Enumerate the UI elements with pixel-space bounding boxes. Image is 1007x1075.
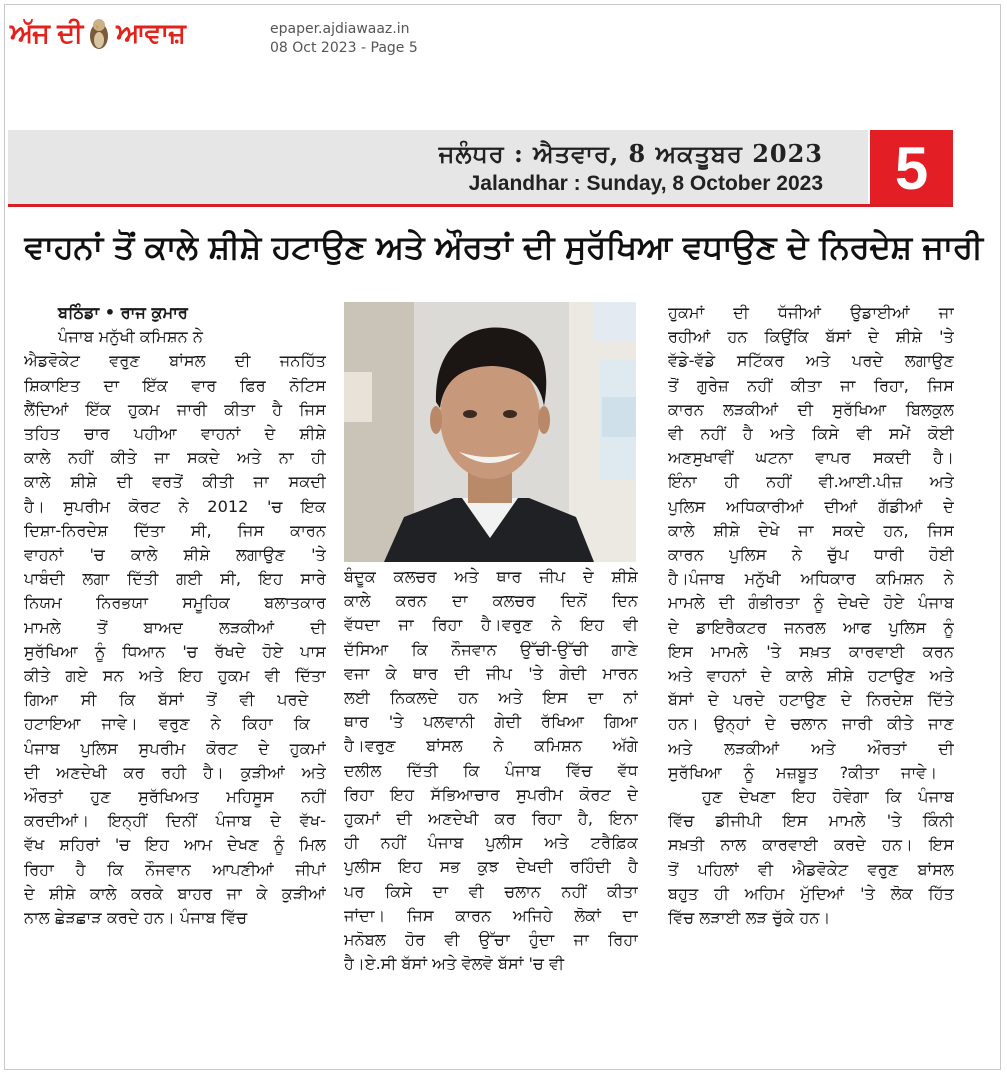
article-byline: ਬਠਿੰਡਾ • ਰਾਜ ਕੁਮਾਰ [58, 303, 188, 322]
text-line: ਵੱਧਦਾ ਜਾ ਰਿਹਾ ਹੈ।ਵਰੁਣ ਨੇ ਇਹ ਵੀ [344, 615, 638, 635]
text-line: ਕਾਰਨ ਪੁਲਿਸ ਨੇ ਚੁੱਪ ਧਾਰੀ ਹੋਈ [668, 545, 954, 565]
text-line: ਦੀ ਅਣਦੇਖੀ ਕਰ ਰਹੀ ਹੈ। ਕੁੜੀਆਂ ਅਤੇ [24, 762, 326, 782]
text-line: ਹੁਕਮਾਂ ਦੀ ਅਣਦੇਖੀ ਕਰ ਰਿਹਾ ਹੈ, ਇਨਾ [344, 809, 638, 829]
text-line: ਕਾਲੇ ਨਹੀਂ ਕੀਤੇ ਜਾ ਸਕਦੇ ਅਤੇ ਨਾ ਹੀ [24, 448, 326, 468]
text-line: ਲੈਂਦਿਆਂ ਇੱਕ ਹੁਕਮ ਜਾਰੀ ਕੀਤਾ ਹੈ ਜਿਸ [24, 399, 326, 419]
text-line: ਅਤੇ ਲੜਕੀਆਂ ਅਤੇ ਔਰਤਾਂ ਦੀ [668, 738, 954, 758]
text-line: ਰਹੀਆਂ ਹਨ ਕਿਉਂਕਿ ਬੱਸਾਂ ਦੇ ਸ਼ੀਸ਼ੇ 'ਤੇ [668, 327, 954, 347]
text-line: ਨਾਲ ਛੇੜਛਾੜ ਕਰਦੇ ਹਨ। ਪੰਜਾਬ ਵਿੱਚ [24, 908, 248, 928]
text-line: ਕਾਲੇ ਸ਼ੀਸ਼ੇ ਦੇਖੇ ਜਾ ਸਕਦੇ ਹਨ, ਜਿਸ [668, 520, 954, 540]
text-line: ਵਿੱਚ ਡੀਜੀਪੀ ਇਸ ਮਾਮਲੇ 'ਤੇ ਕਿੰਨੀ [668, 811, 954, 831]
text-line: ਮਨੋਬਲ ਹੋਰ ਵੀ ਉੱਚਾ ਹੁੰਦਾ ਜਾ ਰਿਹਾ [344, 930, 638, 950]
text-line: ਲਈ ਨਿਕਲਦੇ ਹਨ ਅਤੇ ਇਸ ਦਾ ਨਾਂ [344, 688, 638, 708]
text-line: ਸੁਰੱਖਿਆ ਨੂੰ ਮਜ਼ਬੂਤ ?ਕੀਤਾ ਜਾਵੇ। [668, 762, 938, 782]
column-1-body [24, 325, 326, 930]
text-line: ਦਿਸ਼ਾ-ਨਿਰਦੇਸ਼ ਦਿੱਤਾ ਸੀ, ਜਿਸ ਕਾਰਨ [24, 520, 326, 540]
text-line: ਪੁਲੀਸ ਇਹ ਸਭ ਕੁਝ ਦੇਖਦੀ ਰਹਿੰਦੀ ਹੈ [344, 857, 638, 877]
text-line: ਤੋਂ ਪਹਿਲਾਂ ਵੀ ਐਡਵੋਕੇਟ ਵਰੁਣ ਬਾਂਸਲ [668, 859, 954, 879]
text-line: ਅਣਸੁਖਾਵੀਂ ਘਟਨਾ ਵਾਪਰ ਸਕਦੀ ਹੈ। [668, 448, 954, 468]
dateline-english: Jalandhar : Sunday, 8 October 2023 [468, 172, 823, 195]
text-line: ਹੈ। ਸੁਪਰੀਮ ਕੋਰਟ ਨੇ 2012 'ਚ ਇਕ [24, 496, 326, 516]
text-line: ਔਰਤਾਂ ਹੁਣ ਸੁਰੱਖਿਅਤ ਮਹਿਸੂਸ ਨਹੀਂ [24, 787, 326, 807]
text-line: ਵੀ ਨਹੀਂ ਹੈ ਅਤੇ ਕਿਸੇ ਵੀ ਸਮੇਂ ਕੋਈ [668, 424, 954, 444]
person-photo-image [344, 302, 636, 562]
column-2-body [344, 565, 638, 976]
text-line: ਰਿਹਾ ਹੈ ਕਿ ਨੌਜਵਾਨ ਆਪਣੀਆਂ ਜੀਪਾਂ [24, 859, 326, 879]
text-line: ਹੈ।ਵਰੁਣ ਬਾਂਸਲ ਨੇ ਕਮਿਸ਼ਨ ਅੱਗੇ [344, 736, 638, 756]
text-line: ਦੇ ਡਾਇਰੈਕਟਰ ਜਨਰਲ ਆਫ ਪੁਲਿਸ ਨੂੰ [668, 617, 954, 637]
text-line: ਹੈ।ਏ.ਸੀ ਬੱਸਾਂ ਅਤੇ ਵੋਲਵੋ ਬੱਸਾਂ 'ਚ ਵੀ [344, 954, 565, 974]
text-line: ਮਾਮਲੇ ਤੋਂ ਬਾਅਦ ਲੜਕੀਆਂ ਦੀ [24, 617, 326, 637]
article-column-3 [668, 301, 954, 930]
text-line: ਵਿੱਚ ਲੜਾਈ ਲੜ ਚੁੱਕੇ ਹਨ। [668, 908, 831, 928]
text-line: ਹੈ।ਪੰਜਾਬ ਮਨੁੱਖੀ ਅਧਿਕਾਰ ਕਮਿਸ਼ਨ ਨੇ [668, 569, 954, 589]
epaper-info [270, 20, 418, 58]
text-line: ਬੱਸਾਂ ਦੇ ਪਰਦੇ ਹਟਾਉਣ ਦੇ ਨਿਰਦੇਸ਼ ਦਿੱਤੇ [668, 690, 954, 710]
text-line: ਥਾਰ 'ਤੇ ਪਲਵਾਨੀ ਗੇਦੀ ਰੱਖਿਆ ਗਿਆ [344, 712, 638, 732]
text-line: ਪਾਬੰਦੀ ਲਗਾ ਦਿੱਤੀ ਗਈ ਸੀ, ਇਹ ਸਾਰੇ [24, 569, 326, 589]
text-line: ਦੇ ਸ਼ੀਸ਼ੇ ਕਾਲੇ ਕਰਕੇ ਬਾਹਰ ਜਾ ਕੇ ਕੁੜੀਆਂ [24, 883, 326, 903]
text-line: ਜਾਂਦਾ। ਜਿਸ ਕਾਰਨ ਅਜਿਹੇ ਲੋਕਾਂ ਦਾ [344, 905, 638, 925]
text-line: ਇੰਨਾ ਹੀ ਨਹੀਂ ਵੀ.ਆਈ.ਪੀਜ਼ ਅਤੇ [668, 472, 954, 492]
text-line: ਬੰਦੂਕ ਕਲਚਰ ਅਤੇ ਥਾਰ ਜੀਪ ਦੇ ਸ਼ੀਸ਼ੇ [344, 567, 638, 586]
text-line: ਕਾਰਨ ਲੜਕੀਆਂ ਦੀ ਸੁਰੱਖਿਆ ਬਿਲਕੁਲ [668, 399, 954, 419]
text-line: ਅਤੇ ਵਾਹਨਾਂ ਦੇ ਕਾਲੇ ਸ਼ੀਸ਼ੇ ਹਟਾਉਣ ਅਤੇ [668, 666, 954, 686]
masthead-name-part1: ਅੱਜ ਦੀ [10, 18, 83, 49]
header-divider [8, 204, 953, 207]
text-line: ਬਹੁਤ ਹੀ ਅਹਿਮ ਮੁੱਦਿਆਂ 'ਤੇ ਲੋਕ ਹਿੱਤ [668, 883, 954, 903]
text-line: ਸ਼ਿਕਾਇਤ ਦਾ ਇੱਕ ਵਾਰ ਫਿਰ ਨੋਟਿਸ [24, 375, 326, 395]
text-line: ਵਜਾ ਕੇ ਥਾਰ ਦੀ ਜੀਪ 'ਤੇ ਗੇਦੀ ਮਾਰਨ [344, 663, 638, 683]
text-line: ਰਿਹਾ ਇਹ ਸੱਭਿਆਚਾਰ ਸੁਪਰੀਮ ਕੋਰਟ ਦੇ [344, 784, 638, 804]
page-number: 5 [894, 135, 929, 202]
text-line: ਐਡਵੋਕੇਟ ਵਰੁਣ ਬਾਂਸਲ ਦੀ ਜਨਹਿੱਤ [24, 351, 326, 371]
eagle-icon [86, 16, 112, 52]
text-line: ਹੁਣ ਦੇਖਣਾ ਇਹ ਹੋਵੇਗਾ ਕਿ ਪੰਜਾਬ [702, 787, 954, 807]
text-line: ਕਾਲੇ ਸ਼ੀਸ਼ੇ ਦੀ ਵਰਤੋਂ ਕੀਤੀ ਜਾ ਸਕਦੀ [24, 472, 326, 492]
text-line: ਦਲੀਲ ਦਿੱਤੀ ਕਿ ਪੰਜਾਬ ਵਿੱਚ ਵੱਧ [344, 760, 638, 780]
masthead-logo[interactable] [10, 14, 185, 54]
article-headline: ਵਾਹਨਾਂ ਤੋਂ ਕਾਲੇ ਸ਼ੀਸ਼ੇ ਹਟਾਉਣ ਅਤੇ ਔਰਤਾਂ ਦੀ ਸੁਰੱਖਿਆ ਵਧਾਉਣ ਦੇ ਨਿਰਦੇਸ਼ ਜਾਰੀ [24, 228, 983, 266]
epaper-date-page: 08 Oct 2023 - Page 5 [270, 40, 418, 56]
text-line: ਕੀਤੇ ਗਏ ਸਨ ਅਤੇ ਇਹ ਹੁਕਮ ਵੀ ਦਿੱਤਾ [24, 666, 326, 686]
text-line: ਗਿਆ ਸੀ ਕਿ ਬੱਸਾਂ ਤੋਂ ਵੀ ਪਰਦੇ [24, 690, 309, 710]
article-column-2 [344, 565, 638, 976]
text-line: ਵੱਡੇ-ਵੱਡੇ ਸਟਿੱਕਰ ਅਤੇ ਪਰਦੇ ਲਗਾਉਣ [668, 351, 954, 371]
text-line: ਵੱਖ ਸ਼ਹਿਰਾਂ 'ਚ ਇਹ ਆਮ ਦੇਖਣ ਨੂੰ ਮਿਲ [24, 835, 326, 855]
text-line: ਸਖ਼ਤੀ ਨਾਲ ਕਾਰਵਾਈ ਕਰਦੇ ਹਨ। ਇਸ [668, 835, 954, 855]
column-3-body [668, 301, 954, 930]
text-line: ਤਹਿਤ ਚਾਰ ਪਹੀਆ ਵਾਹਨਾਂ ਦੇ ਸ਼ੀਸ਼ੇ [24, 424, 326, 444]
article-column-1 [24, 301, 326, 930]
page-number-badge [870, 130, 953, 207]
text-line: ਹਟਾਇਆ ਜਾਵੇ। ਵਰੁਣ ਨੇ ਕਿਹਾ ਕਿ [24, 714, 311, 734]
article-photo [344, 302, 636, 562]
text-line: ਪੰਜਾਬ ਪੁਲਿਸ ਸੁਪਰੀਮ ਕੋਰਟ ਦੇ ਹੁਕਮਾਂ [24, 738, 326, 758]
text-line: ਇਸ ਮਾਮਲੇ 'ਤੇ ਸਖ਼ਤ ਕਾਰਵਾਈ ਕਰਨ [668, 641, 954, 661]
text-line: ਪੁਲਿਸ ਅਧਿਕਾਰੀਆਂ ਦੀਆਂ ਗੱਡੀਆਂ ਦੇ [668, 496, 954, 516]
text-line: ਹੁਕਮਾਂ ਦੀ ਧੱਜੀਆਂ ਉਡਾਈਆਂ ਜਾ [668, 303, 954, 322]
epaper-site-link[interactable]: epaper.ajdiawaaz.in [270, 21, 410, 37]
text-line: ਦੱਸਿਆ ਕਿ ਨੌਜਵਾਨ ਉੱਚੀ-ਉੱਚੀ ਗਾਣੇ [344, 639, 638, 659]
text-line: ਪਰ ਕਿਸੇ ਦਾ ਵੀ ਚਲਾਨ ਨਹੀਂ ਕੀਤਾ [344, 881, 638, 901]
text-line: ਪੰਜਾਬ ਮਨੁੱਖੀ ਕਮਿਸ਼ਨ ਨੇ [58, 327, 204, 347]
text-line: ਹੀ ਨਹੀਂ ਪੰਜਾਬ ਪੁਲੀਸ ਅਤੇ ਟਰੈਫ਼ਿਕ [344, 833, 638, 853]
text-line: ਕਾਲੇ ਕਰਨ ਦਾ ਕਲਚਰ ਦਿਨੋਂ ਦਿਨ [344, 591, 638, 611]
masthead-name-part2: ਆਵਾਜ਼ [116, 18, 185, 49]
dateline-punjabi: ਜਲੰਧਰ : ਐਤਵਾਰ, 8 ਅਕਤੂਬਰ 2023 [438, 139, 823, 168]
text-line: ਵਾਹਨਾਂ 'ਚ ਕਾਲੇ ਸ਼ੀਸ਼ੇ ਲਗਾਉਣ 'ਤੇ [24, 545, 326, 565]
text-line: ਮਾਮਲੇ ਦੀ ਗੰਭੀਰਤਾ ਨੂੰ ਦੇਖਦੇ ਹੋਏ ਪੰਜਾਬ [668, 593, 954, 613]
text-line: ਹਨ। ਉਨ੍ਹਾਂ ਦੇ ਚਲਾਨ ਜਾਰੀ ਕੀਤੇ ਜਾਣ [668, 714, 954, 734]
text-line: ਨਿਯਮ ਨਿਰਭਯਾ ਸਮੂਹਿਕ ਬਲਾਤਕਾਰ [24, 593, 326, 613]
text-line: ਤੋਂ ਗੁਰੇਜ਼ ਨਹੀਂ ਕੀਤਾ ਜਾ ਰਿਹਾ, ਜਿਸ [668, 375, 954, 395]
text-line: ਕਰਦੀਆਂ। ਇਨ੍ਹੀਂ ਦਿਨੀਂ ਪੰਜਾਬ ਦੇ ਵੱਖ- [24, 811, 326, 831]
text-line: ਸੁਰੱਖਿਆ ਨੂੰ ਧਿਆਨ 'ਚ ਰੱਖਦੇ ਹੋਏ ਪਾਸ [24, 641, 326, 661]
